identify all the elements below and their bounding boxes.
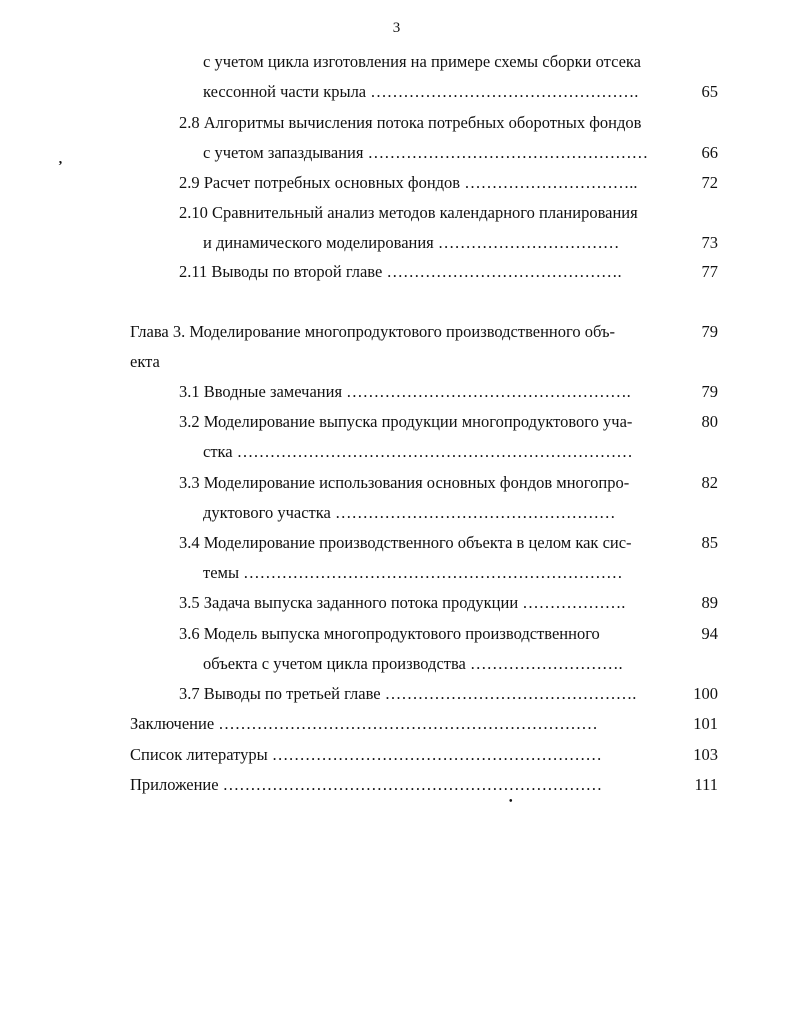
- toc-page-number: 103: [693, 745, 718, 764]
- toc-line: 3.1 Вводные замечания …………………………………………….: [179, 382, 631, 401]
- toc-page-number: 101: [693, 714, 718, 733]
- toc-line: дуктового участка ……………………………………………: [203, 503, 616, 522]
- toc-line: 2.10 Сравнительный анализ методов календарного планирования: [179, 203, 638, 222]
- toc-page-number: 79: [701, 322, 718, 341]
- toc-line: 3.7 Выводы по третьей главе ……………………………………….: [179, 684, 637, 703]
- toc-line: 3.4 Моделирование производственного объекта в целом как сис-: [179, 533, 632, 552]
- page-number: 3: [392, 20, 401, 36]
- toc-line: 3.3 Моделирование использования основных фондов многопро-: [179, 473, 630, 492]
- toc-line: Заключение ……………………………………………………………: [130, 714, 598, 733]
- toc-line: с учетом цикла изготовления на примере схемы сборки отсека: [203, 52, 642, 71]
- toc-page-number: 77: [701, 262, 718, 281]
- toc-line: темы ……………………………………………………………: [203, 563, 623, 582]
- toc-page-number: 80: [701, 412, 718, 431]
- toc-line: 2.8 Алгоритмы вычисления потока потребных оборотных фондов: [179, 113, 642, 132]
- toc-line: Приложение ……………………………………………………………: [130, 775, 603, 794]
- toc-page-number: 73: [701, 233, 718, 252]
- toc-line: Список литературы ……………………………………………………: [130, 745, 602, 764]
- scan-dot-mark: •: [509, 796, 513, 807]
- toc-line: с учетом запаздывания ……………………………………………: [203, 143, 649, 162]
- toc-page-number: 65: [701, 82, 718, 101]
- toc-line: 3.2 Моделирование выпуска продукции многопродуктового уча-: [179, 412, 633, 431]
- toc-page-number: 111: [694, 775, 718, 794]
- toc-line: 3.5 Задача выпуска заданного потока продукции ……………….: [179, 593, 626, 612]
- toc-page-number: 100: [693, 684, 718, 703]
- toc-page-number: 85: [701, 533, 718, 552]
- chapter-title: екта: [130, 352, 160, 371]
- toc-line: стка ………………………………………………………………: [203, 442, 633, 461]
- toc-page-number: 89: [701, 593, 718, 612]
- toc-page-number: 72: [701, 173, 718, 192]
- toc-line: объекта с учетом цикла производства ……………………….: [203, 654, 623, 673]
- toc-line: 2.11 Выводы по второй главе …………………………………….: [179, 262, 622, 281]
- toc-page-number: 82: [701, 473, 718, 492]
- toc-line: и динамического моделирования ……………………………: [203, 233, 620, 252]
- toc-page-number: 79: [701, 382, 718, 401]
- toc-page-number: 94: [701, 624, 718, 643]
- scan-comma-mark: ’: [58, 159, 63, 174]
- toc-line: 3.6 Модель выпуска многопродуктового производственного: [179, 624, 600, 643]
- chapter-title: Глава 3. Моделирование многопродуктового производственного объ-: [130, 322, 616, 341]
- toc-page-number: 66: [701, 143, 718, 162]
- toc-line: кессонной части крыла ………………………………………….: [203, 82, 639, 101]
- toc-line: 2.9 Расчет потребных основных фондов …………………………..: [179, 173, 638, 192]
